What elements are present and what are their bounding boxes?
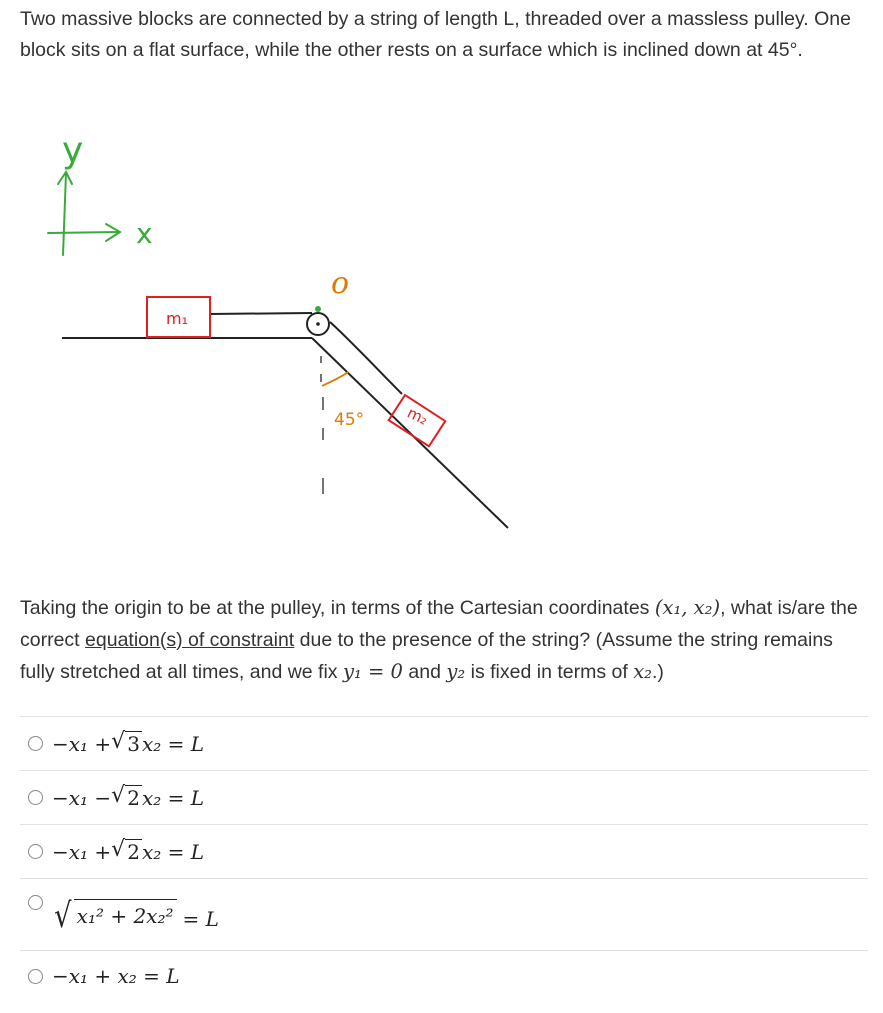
question-text: Taking the origin to be at the pulley, in terms of the Cartesian coordinates (x₁, x₂), what is/are the correct equation(s) of constraint due to the presence of the string? (Assume the string remains fully stretched at all times, and we fix y₁ = 0 and y₂ is fixed in terms of x₂.) (20, 596, 858, 683)
x-axis-label: x (136, 217, 153, 250)
origin-dot (315, 306, 321, 312)
coords-math: (x₁, x₂) (654, 596, 721, 619)
angle-arc (322, 372, 348, 386)
y-axis-label: y (62, 130, 84, 171)
radio-button[interactable] (28, 895, 43, 910)
radio-button[interactable] (28, 790, 43, 805)
y1-math: y₁ = 0 (342, 660, 403, 683)
sqrt: √ 3 (111, 729, 140, 756)
sqrt: √ 2 (111, 783, 140, 810)
axes (48, 172, 120, 255)
vertical-dash (321, 356, 323, 494)
option-5[interactable]: −x₁ + x₂ = L (20, 951, 868, 1001)
x2-math: x₂ (633, 660, 653, 683)
answer-options (20, 716, 868, 1001)
sqrt: √ 2 (111, 837, 140, 864)
radio-button[interactable] (28, 969, 43, 984)
pulley-diagram (0, 110, 883, 540)
block-m1-label: m₁ (166, 309, 188, 328)
problem-intro: Two massive blocks are connected by a string of length L, threaded over a massless pulley. One block sits on a flat surface, while the other rests on a surface which is inclined down at 45°. (20, 8, 851, 61)
radio-button[interactable] (28, 844, 43, 859)
y-axis-line (63, 173, 66, 255)
option-4[interactable]: √ x₁² + 2x₂² = L (20, 879, 868, 951)
option-1[interactable]: −x₁ + √ 3 x₂ = L (20, 717, 868, 771)
block-m2-label: m₂ (404, 403, 431, 429)
origin-label: o (331, 266, 350, 301)
angle-label: 45° (334, 410, 365, 430)
option-2[interactable]: −x₁ − √ 2 x₂ = L (20, 771, 868, 825)
option-3[interactable]: −x₁ + √ 2 x₂ = L (20, 825, 868, 879)
string-incline (330, 322, 402, 394)
radio-button[interactable] (28, 736, 43, 751)
y2-math: y₂ (446, 660, 466, 683)
pulley-axle (316, 322, 320, 326)
string-horizontal (210, 313, 312, 314)
constraint-link[interactable]: equation(s) of constraint (85, 628, 295, 651)
sqrt: √ x₁² + 2x₂² (52, 899, 177, 933)
x-axis-line (48, 232, 118, 233)
